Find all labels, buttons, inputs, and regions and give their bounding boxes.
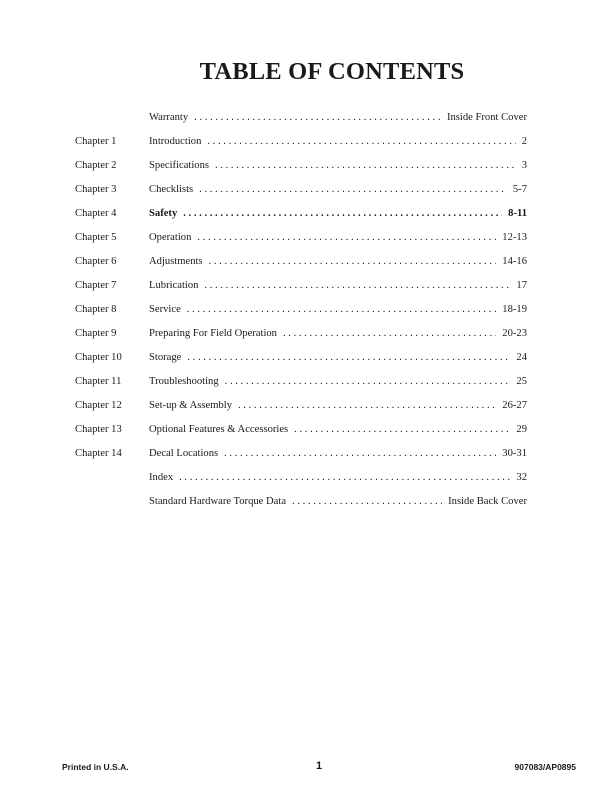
- toc-dot-leader: [283, 324, 496, 344]
- toc-entry-label: Operation: [149, 232, 192, 243]
- toc-dot-leader: [197, 228, 496, 248]
- toc-row-torque-data: [0, 492, 609, 516]
- toc-dot-leader: [238, 396, 496, 416]
- toc-page-number: 3: [521, 160, 527, 171]
- toc-row-warranty: [0, 108, 609, 132]
- toc-entry-label: Adjustments: [149, 256, 203, 267]
- toc-chapter-number: Chapter 12: [75, 400, 122, 411]
- toc-dot-leader: [199, 180, 507, 200]
- toc-dot-leader: [294, 420, 510, 440]
- toc-page-number: 25: [516, 376, 527, 387]
- document-number: 907083/AP0895: [514, 762, 576, 772]
- toc-dot-leader: [187, 348, 510, 368]
- toc-dot-leader: [187, 300, 497, 320]
- toc-entry-label: Checklists: [149, 184, 194, 195]
- toc-page-number: 8-11: [508, 208, 527, 219]
- toc-entry-label: Preparing For Field Operation: [149, 328, 277, 339]
- toc-page-number: 30-31: [502, 448, 527, 459]
- toc-entry-label: Specifications: [149, 160, 210, 171]
- toc-page-number: 14-16: [502, 256, 527, 267]
- toc-chapter-number: Chapter 13: [75, 424, 122, 435]
- toc-chapter-number: Chapter 8: [75, 304, 117, 315]
- toc-chapter-number: Chapter 9: [75, 328, 117, 339]
- toc-entry-label: Set-up & Assembly: [149, 400, 232, 411]
- toc-row-introduction: [0, 132, 609, 156]
- toc-dot-leader: [194, 108, 441, 128]
- toc-page-number: 12-13: [502, 232, 527, 243]
- toc-entry-label: Decal Locations: [149, 448, 219, 459]
- toc-chapter-number: Chapter 2: [75, 160, 117, 171]
- toc-row-safety: [0, 204, 609, 228]
- table-of-contents: [0, 108, 609, 516]
- toc-dot-leader: [207, 132, 515, 152]
- toc-dot-leader: [292, 492, 442, 512]
- toc-page-number: 20-23: [502, 328, 527, 339]
- toc-page-number: Inside Back Cover: [448, 496, 527, 507]
- toc-row-index: [0, 468, 609, 492]
- toc-dot-leader: [225, 372, 511, 392]
- toc-entry-label: Lubrication: [149, 280, 199, 291]
- toc-page-number: 17: [516, 280, 527, 291]
- toc-page-number: Inside Front Cover: [446, 112, 527, 123]
- toc-row-decal-locations: [0, 444, 609, 468]
- toc-chapter-number: Chapter 3: [75, 184, 117, 195]
- toc-chapter-number: Chapter 1: [75, 136, 117, 147]
- toc-chapter-number: Chapter 7: [75, 280, 117, 291]
- toc-chapter-number: Chapter 10: [75, 352, 122, 363]
- toc-page-number: 29: [516, 424, 527, 435]
- page-title: TABLE OF CONTENTS: [199, 58, 465, 85]
- toc-entry-label: Warranty: [149, 112, 189, 123]
- toc-entry-label: Optional Features & Accessories: [149, 424, 289, 435]
- toc-page-number: 18-19: [502, 304, 527, 315]
- toc-row-checklists: [0, 180, 609, 204]
- toc-chapter-number: Chapter 5: [75, 232, 117, 243]
- toc-entry-label: Troubleshooting: [149, 376, 219, 387]
- toc-row-operation: [0, 228, 609, 252]
- toc-row-set-up-assembly: [0, 396, 609, 420]
- toc-row-specifications: [0, 156, 609, 180]
- toc-row-optional-features: [0, 420, 609, 444]
- toc-page-number: 24: [516, 352, 527, 363]
- toc-entry-label: Introduction: [149, 136, 202, 147]
- toc-page-number: 5-7: [512, 184, 527, 195]
- print-location: Printed in U.S.A.: [62, 762, 129, 772]
- toc-entry-label: Storage: [149, 352, 182, 363]
- toc-entry-label: Standard Hardware Torque Data: [149, 496, 287, 507]
- toc-row-troubleshooting: [0, 372, 609, 396]
- toc-chapter-number: Chapter 14: [75, 448, 122, 459]
- toc-dot-leader: [224, 444, 496, 464]
- toc-chapter-number: Chapter 11: [75, 376, 122, 387]
- toc-page-number: 32: [516, 472, 527, 483]
- toc-row-storage: [0, 348, 609, 372]
- toc-dot-leader: [215, 156, 516, 176]
- toc-page-number: 26-27: [502, 400, 527, 411]
- toc-row-service: [0, 300, 609, 324]
- toc-row-lubrication: [0, 276, 609, 300]
- toc-dot-leader: [179, 468, 510, 488]
- toc-row-adjustments: [0, 252, 609, 276]
- toc-dot-leader: [209, 252, 497, 272]
- toc-chapter-number: Chapter 4: [75, 208, 117, 219]
- toc-page-number: 2: [521, 136, 527, 147]
- toc-entry-label: Safety: [149, 208, 178, 219]
- toc-row-preparing-for-field-operation: [0, 324, 609, 348]
- toc-entry-label: Index: [149, 472, 174, 483]
- page-number: 1: [316, 760, 323, 772]
- page-footer: [0, 762, 609, 776]
- toc-dot-leader: [183, 204, 502, 224]
- toc-chapter-number: Chapter 6: [75, 256, 117, 267]
- toc-entry-label: Service: [149, 304, 181, 315]
- toc-dot-leader: [204, 276, 510, 296]
